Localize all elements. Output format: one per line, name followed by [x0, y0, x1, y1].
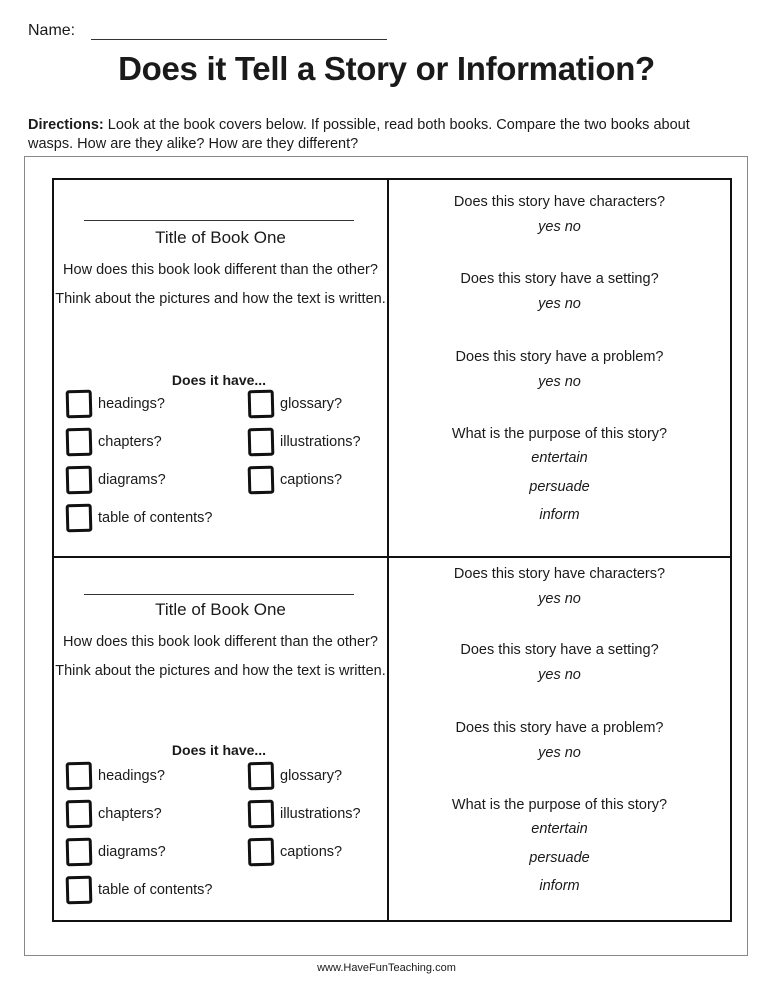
purpose-options	[389, 815, 730, 901]
purpose-question	[389, 426, 730, 530]
book-description: How does this book look different than the other? Think about the pictures and how the text is written.	[55, 262, 386, 307]
checklist-item[interactable]	[66, 390, 165, 418]
checkbox[interactable]	[248, 800, 275, 829]
checklist-label: illustrations?	[280, 806, 361, 822]
checklist-label: headings?	[98, 396, 165, 412]
checklist-label: diagrams?	[98, 472, 166, 488]
book-one-panel	[54, 180, 389, 558]
checkbox[interactable]	[248, 466, 275, 495]
checkbox[interactable]	[66, 876, 93, 905]
question-text: What is the purpose of this story?	[451, 426, 668, 442]
checkbox[interactable]	[248, 762, 275, 791]
purpose-option[interactable]: inform	[539, 507, 580, 523]
book-title-label: Title of Book One	[155, 228, 286, 247]
yes-no-answer[interactable]: yes no	[538, 745, 581, 761]
checklist-item[interactable]	[248, 838, 342, 866]
checklist-item[interactable]	[248, 390, 342, 418]
checklist-label: headings?	[98, 768, 165, 784]
question-text: Does this story have a setting?	[460, 271, 659, 287]
question-text: What is the purpose of this story?	[451, 797, 668, 813]
name-label: Name:	[28, 22, 76, 39]
directions-text: Look at the book covers below. If possible, read both books. Compare the two books about wasps. How are they alike? How are they different?	[28, 117, 690, 152]
characters-question	[389, 566, 730, 607]
checklist-label: chapters?	[98, 434, 162, 450]
purpose-option[interactable]: persuade	[529, 478, 590, 495]
yes-no-answer[interactable]: yes no	[538, 296, 581, 312]
checklist-item[interactable]	[66, 838, 166, 866]
name-field[interactable]	[91, 25, 387, 40]
question-text: Does this story have a problem?	[455, 720, 664, 736]
footer-website: www.HaveFunTeaching.com	[317, 962, 456, 974]
checklist-label: table of contents?	[98, 882, 213, 898]
purpose-option[interactable]: persuade	[529, 849, 590, 866]
comparison-grid	[52, 178, 732, 922]
checklist-item[interactable]	[248, 428, 361, 456]
yes-no-answer[interactable]: yes no	[538, 219, 581, 235]
checkbox[interactable]	[66, 390, 93, 419]
checklist-item[interactable]	[66, 466, 166, 494]
checklist-label: glossary?	[280, 768, 343, 784]
checklist-label: illustrations?	[280, 434, 361, 450]
checklist-item[interactable]	[66, 876, 212, 904]
book-two-panel	[54, 558, 389, 920]
setting-question	[389, 271, 730, 312]
book-description: How does this book look different than the other? Think about the pictures and how the text is written.	[55, 634, 386, 679]
checklist-label: captions?	[280, 844, 343, 860]
checkbox[interactable]	[66, 466, 93, 495]
question-text: Does this story have characters?	[453, 566, 666, 582]
problem-question	[389, 720, 730, 761]
checkbox[interactable]	[66, 800, 93, 829]
checklist-item[interactable]	[66, 800, 162, 828]
checklist-item[interactable]	[248, 466, 342, 494]
question-text: Does this story have a problem?	[455, 349, 664, 365]
worksheet-title: Does it Tell a Story or Information?	[118, 50, 655, 87]
checkbox[interactable]	[248, 838, 275, 867]
checkbox[interactable]	[66, 838, 93, 867]
have-heading: Does it have...	[171, 742, 267, 758]
checkbox[interactable]	[248, 428, 275, 457]
purpose-option[interactable]: entertain	[531, 450, 588, 466]
purpose-option[interactable]: entertain	[531, 821, 588, 837]
characters-question	[389, 194, 730, 235]
checklist-item[interactable]	[66, 428, 162, 456]
directions	[28, 116, 728, 154]
have-heading: Does it have...	[171, 372, 267, 388]
book-title-label: Title of Book One	[155, 600, 286, 619]
checklist-label: diagrams?	[98, 844, 166, 860]
name-row	[28, 22, 387, 40]
question-text: Does this story have a setting?	[460, 642, 659, 658]
checkbox[interactable]	[66, 428, 93, 457]
checklist-label: chapters?	[98, 806, 162, 822]
yes-no-answer[interactable]: yes no	[538, 374, 581, 390]
checklist-label: table of contents?	[98, 510, 213, 526]
question-text: Does this story have characters?	[453, 194, 666, 210]
checklist-label: captions?	[280, 472, 343, 488]
checklist-item[interactable]	[66, 762, 165, 790]
questions-two-panel	[389, 558, 730, 920]
problem-question	[389, 349, 730, 390]
checklist-item[interactable]	[248, 800, 361, 828]
purpose-options	[389, 444, 730, 530]
book-title-blank[interactable]	[84, 594, 354, 595]
questions-one-panel	[389, 180, 730, 558]
book-title-blank[interactable]	[84, 220, 354, 221]
purpose-question	[389, 797, 730, 901]
checkbox[interactable]	[248, 390, 275, 419]
yes-no-answer[interactable]: yes no	[538, 667, 581, 683]
checklist-label: glossary?	[280, 396, 343, 412]
checklist-item[interactable]	[248, 762, 342, 790]
checkbox[interactable]	[66, 504, 93, 533]
setting-question	[389, 642, 730, 683]
directions-label: Directions:	[28, 117, 104, 133]
yes-no-answer[interactable]: yes no	[538, 591, 581, 607]
purpose-option[interactable]: inform	[539, 878, 580, 894]
checkbox[interactable]	[66, 762, 93, 791]
checklist-item[interactable]	[66, 504, 212, 532]
